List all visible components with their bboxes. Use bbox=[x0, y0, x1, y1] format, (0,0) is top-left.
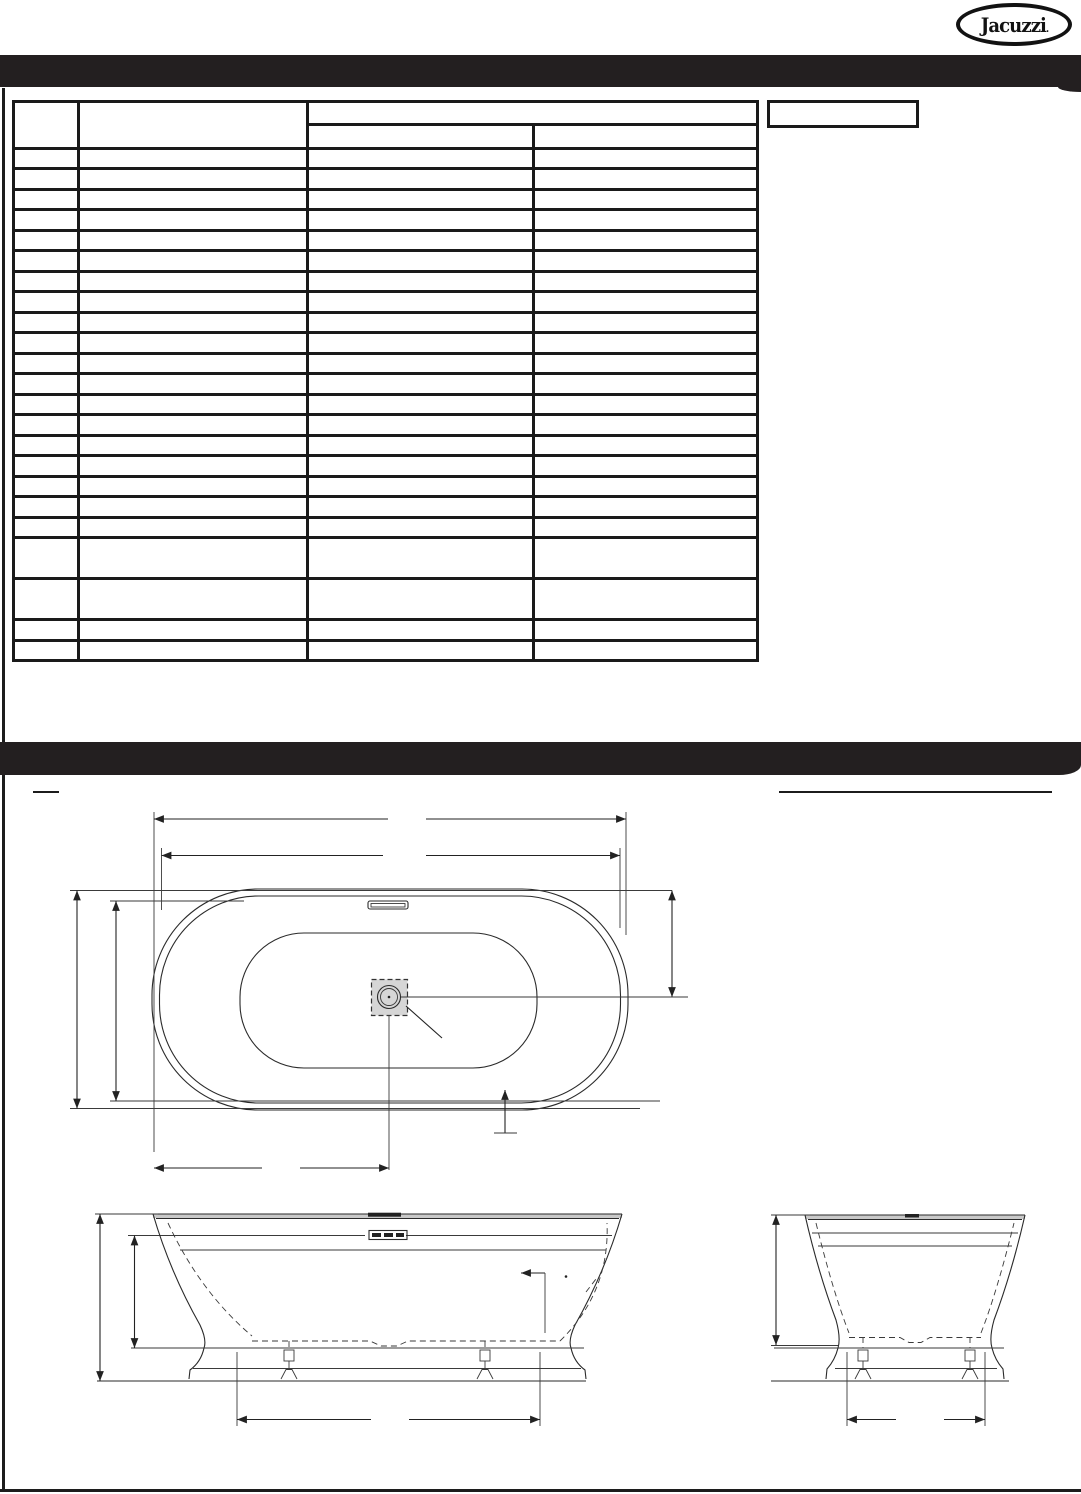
leveling-foot bbox=[962, 1350, 978, 1379]
bathtub-end-elevation bbox=[771, 1214, 1025, 1426]
leveling-foot bbox=[477, 1350, 493, 1379]
jacuzzi-logo-text: Jacuzzi. bbox=[980, 12, 1048, 37]
trademark-dot: . bbox=[1045, 23, 1048, 35]
bathtub-front-elevation bbox=[95, 1213, 622, 1426]
leveling-foot bbox=[855, 1350, 871, 1379]
bathtub-top-view bbox=[70, 812, 688, 1170]
leveling-foot bbox=[281, 1350, 297, 1379]
